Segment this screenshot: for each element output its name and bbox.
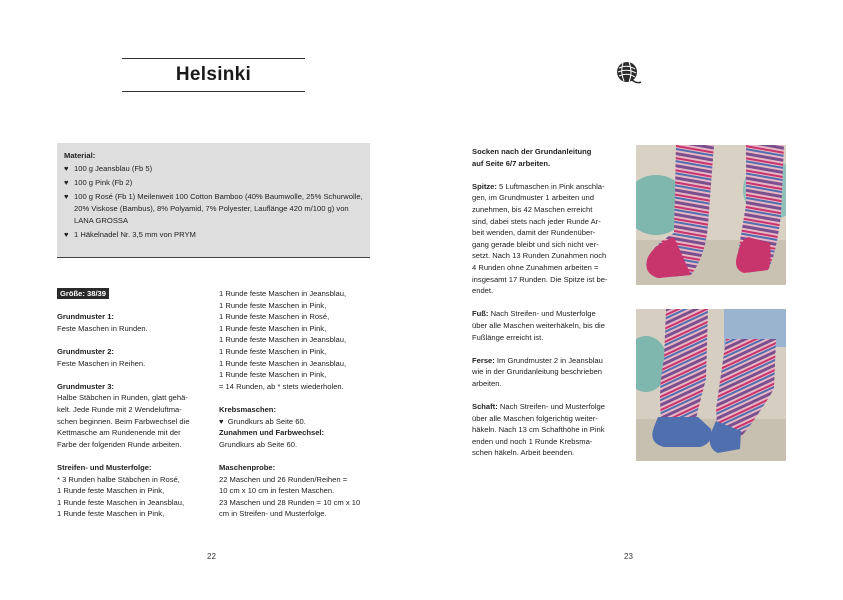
gm3-heading: Grundmuster 3: [57, 381, 114, 391]
instructions-right-column [472, 146, 624, 471]
schaft-section: Schaft: Nach Streifen- und Musterfolge über alle Maschen folgerichtig weiter- häkeln. Nach 13 cm Schafthöhe in Pink enden und noch 1 Runde Krebsma- schen häkeln. Arbeit beenden. [472, 402, 605, 458]
zunahmen-text: Grundkurs ab Seite 60. [219, 439, 298, 449]
stripes-line: 1 Runde feste Maschen in Jeansblau, [219, 289, 347, 298]
gm2-text: Feste Maschen in Reihen. [57, 358, 146, 368]
sock-photo-top [636, 145, 786, 285]
material-item: ♥ 100 g Pink (Fb 2) [64, 178, 133, 187]
heart-bullet-icon: ♥ [64, 164, 69, 173]
probe-line: cm in Streifen- und Musterfolge. [219, 509, 327, 519]
material-item: ♥ 100 g Rosé (Fb 1) Meilenweit 100 Cotton Bamboo (40% Baumwolle, 25% Schurwolle, 20% Viskose (Bambus), 8% Polyamid, 7% Polyester, Lauflänge 420 m/100 g) von LANA GROSSA [64, 192, 363, 225]
heart-bullet-icon: ♥ [219, 416, 228, 426]
material-item: ♥ 1 Häkelnadel Nr. 3,5 mm von PRYM [64, 230, 196, 239]
gm3-line: Kettmasche am Rundenende mit der [57, 428, 181, 438]
probe-heading: Maschenprobe: [219, 462, 276, 472]
stripes-line: * 3 Runden halbe Stäbchen in Rosé, [57, 474, 180, 484]
instructions-middle-column [219, 288, 371, 520]
stripes-line: = 14 Runden, ab * stets wiederholen. [219, 381, 344, 391]
page-title: Helsinki [175, 64, 252, 85]
spitze-heading: Spitze: [472, 181, 497, 191]
ferse-heading: Ferse: [472, 355, 495, 365]
intro-line: Socken nach der Grundanleitung [472, 147, 592, 156]
stripes-line: 1 Runde feste Maschen in Pink, [57, 486, 165, 496]
stripes-line: 1 Runde feste Maschen in Jeansblau, [219, 358, 347, 368]
heart-bullet-icon: ♥ [64, 178, 69, 187]
page-number-right: 23 [624, 552, 633, 561]
heart-bullet-icon: ♥ [64, 230, 69, 239]
yarn-ball-icon [615, 60, 641, 86]
stripes-line: 1 Runde feste Maschen in Pink, [219, 300, 327, 310]
material-item: ♥ 100 g Jeansblau (Fb 5) [64, 164, 153, 173]
gm3-line: Farbe der folgenden Runde arbeiten. [57, 439, 182, 449]
stripes-line: 1 Runde feste Maschen in Rosé, [219, 312, 330, 322]
stripes-heading: Streifen- und Musterfolge: [57, 462, 152, 472]
probe-line: 23 Maschen und 28 Runden = 10 cm x 10 [219, 497, 361, 507]
krebs-text: ♥ Grundkurs ab Seite 60. [219, 416, 306, 426]
gm2-heading: Grundmuster 2: [57, 346, 114, 356]
zunahmen-heading: Zunahmen und Farbwechsel: [219, 428, 325, 438]
gm3-line: Halbe Stäbchen in Runden, glatt gehä- [57, 393, 188, 403]
intro-line: auf Seite 6/7 arbeiten. [472, 158, 551, 168]
size-badge: Größe: 38/39 [57, 288, 109, 299]
page-number-left: 22 [207, 552, 216, 561]
ferse-section: Ferse: Im Grundmuster 2 in Jeansblau wie in der Grundanleitung beschrieben arbeiten. [472, 355, 603, 388]
stripes-line: 1 Runde feste Maschen in Jeansblau, [219, 335, 347, 345]
stripes-line: 1 Runde feste Maschen in Pink, [57, 509, 165, 519]
instructions-left-column [57, 288, 209, 520]
krebs-heading: Krebsmaschen: [219, 404, 276, 414]
gm1-text: Feste Maschen in Runden. [57, 323, 148, 333]
gm1-heading: Grundmuster 1: [57, 312, 114, 322]
stripes-line: 1 Runde feste Maschen in Jeansblau, [57, 497, 185, 507]
stripes-line: 1 Runde feste Maschen in Pink, [219, 323, 327, 333]
material-list [64, 163, 363, 241]
gm3-line: kelt. Jede Runde mit 2 Wendeluftma- [57, 404, 182, 414]
material-box [57, 143, 370, 258]
probe-line: 10 cm x 10 cm in festen Maschen. [219, 486, 335, 496]
stripes-line: 1 Runde feste Maschen in Pink, [219, 346, 327, 356]
sock-photo-bottom [636, 309, 786, 461]
page-title-box [122, 58, 305, 92]
heart-bullet-icon: ♥ [64, 192, 69, 201]
fuss-section: Fuß: Nach Streifen- und Musterfolge über alle Maschen weiterhäkeln, bis die Fußlänge erreicht ist. [472, 309, 605, 342]
stripes-line: 1 Runde feste Maschen in Pink, [219, 370, 327, 380]
spitze-section: Spitze: 5 Luftmaschen in Pink anschla- gen, im Grundmuster 1 arbeiten und zunehmen, bis 42 Maschen erreicht sind, dabei stets nach jeder Runde Ar- beit wenden, damit der Rundenüber- gang gerade bleibt und sich nicht ver- setzt. Nach 13 Runden Zunahmen noch 4 Runden ohne Zunahmen arbeiten = insgesamt 17 Runden. Die Spitze ist be- endet. [472, 181, 608, 296]
material-heading: Material: [64, 151, 96, 160]
schaft-heading: Schaft: [472, 402, 498, 412]
gm3-line: schen beginnen. Beim Farbwechsel die [57, 416, 190, 426]
probe-line: 22 Maschen und 26 Runden/Reihen = [219, 474, 348, 484]
fuss-heading: Fuß: [472, 309, 489, 319]
